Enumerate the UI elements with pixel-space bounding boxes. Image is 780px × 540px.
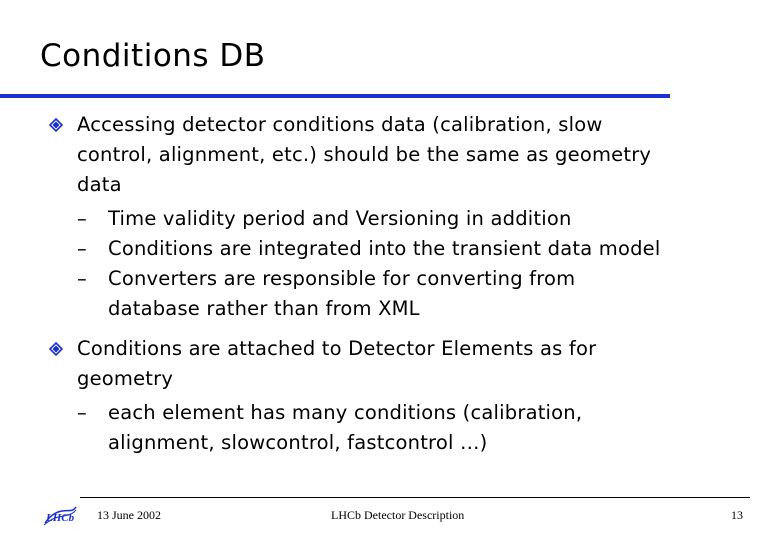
bullet-text-line: geometry — [77, 367, 174, 390]
sub-bullet-text: Conditions are integrated into the transient data model — [108, 237, 661, 260]
sub-bullet-text: Time validity period and Versioning in addition — [108, 207, 572, 230]
dash-marker: – — [77, 237, 87, 260]
sub-bullet-text: database rather than from XML — [108, 297, 420, 320]
sub-bullet-text: alignment, slowcontrol, fastcontrol …) — [108, 431, 488, 454]
sub-bullet-text: Converters are responsible for converting from — [108, 267, 576, 290]
footer-page-number: 13 — [731, 508, 743, 522]
dash-marker: – — [77, 267, 87, 290]
lhcb-logo-icon — [42, 503, 78, 527]
bullet-text-line: Conditions are attached to Detector Elements as for — [77, 337, 597, 360]
dash-marker: – — [77, 207, 87, 230]
footer-title: LHCb Detector Description — [331, 508, 465, 522]
svg-text:LHCb: LHCb — [46, 512, 75, 524]
slide-title: Conditions DB — [40, 38, 266, 74]
bullet-text-line: data — [77, 173, 122, 196]
diamond-bullet-icon — [49, 342, 63, 356]
dash-marker: – — [77, 401, 87, 424]
bullet-text-line: Accessing detector conditions data (calibration, slow — [77, 113, 603, 136]
bullet-text-line: control, alignment, etc.) should be the same as geometry — [77, 143, 652, 166]
title-rule — [0, 94, 670, 98]
footer-rule — [80, 497, 750, 498]
diamond-bullet-icon — [49, 118, 63, 132]
footer-date: 13 June 2002 — [97, 508, 161, 522]
sub-bullet-text: each element has many conditions (calibration, — [108, 401, 583, 424]
